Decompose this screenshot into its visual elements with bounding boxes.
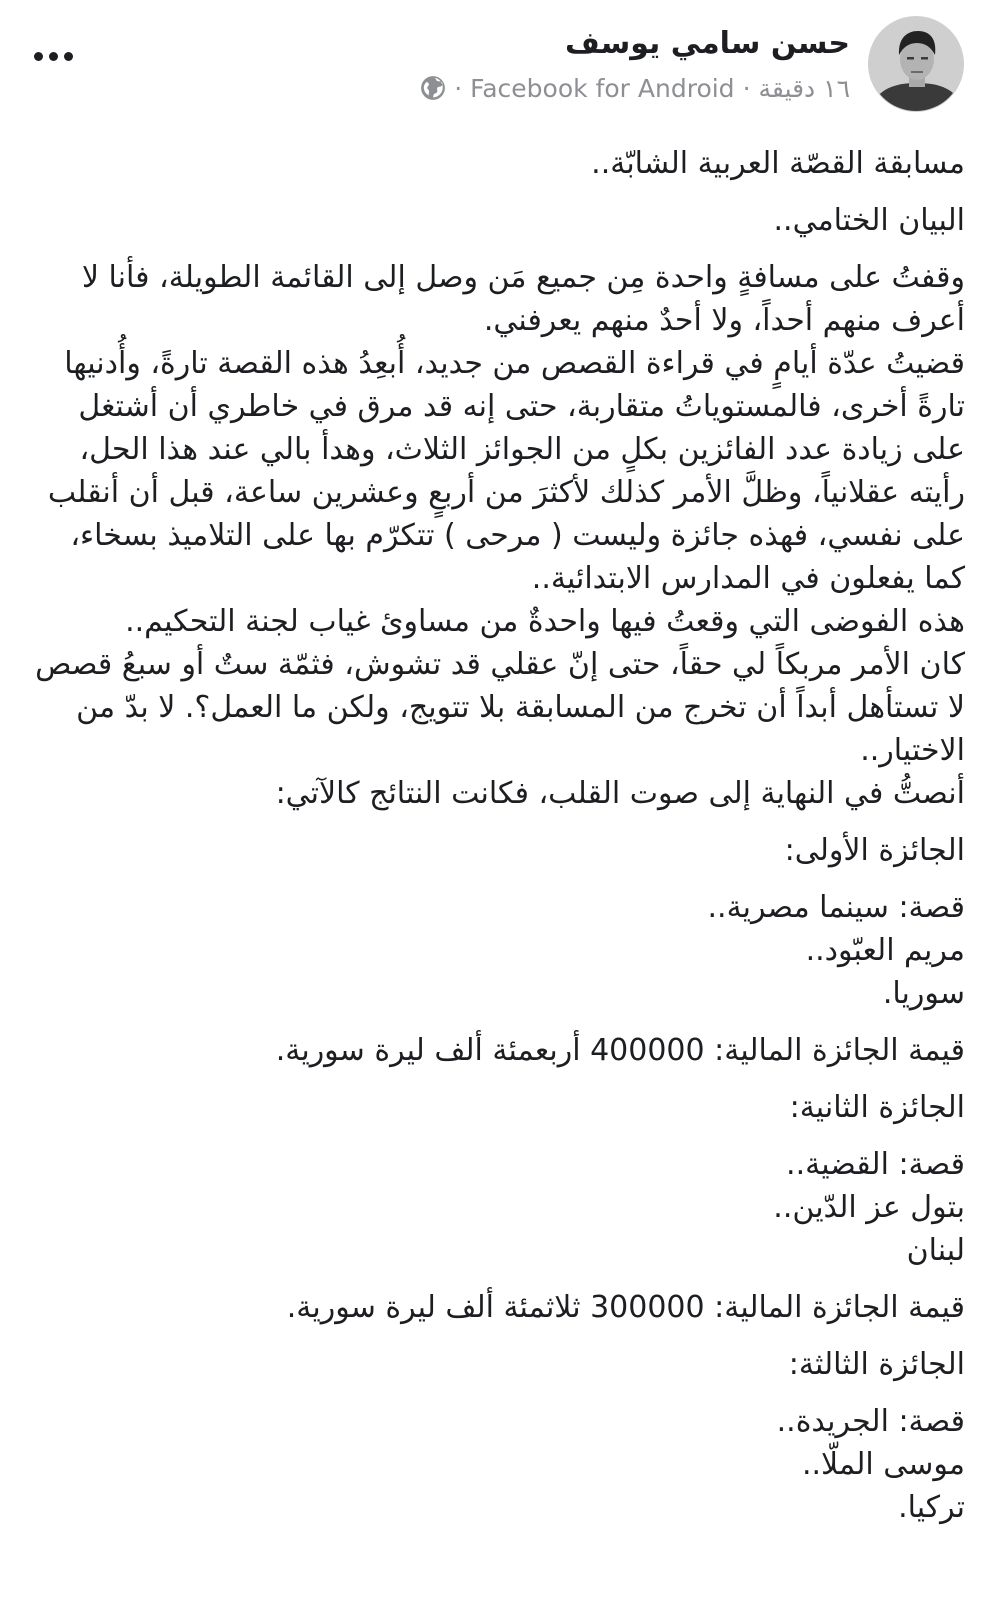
- prize-value: قيمة الجائزة المالية: 400000 أربعمئة ألف ليرة سورية.: [275, 1033, 965, 1068]
- more-options-button[interactable]: [30, 36, 76, 76]
- post-meta: [420, 70, 850, 106]
- post-text: [35, 142, 965, 1529]
- post-paragraph: البيان الختامي..: [773, 203, 965, 238]
- prize-heading: الجائزة الثانية:: [789, 1090, 965, 1125]
- post-paragraph: وقفتُ على مسافةٍ واحدة مِن جميع مَن وصل إلى القائمة الطويلة، فأنا لا أعرف منهم أحداً، ولا أحدٌ منهم يعرفني.: [81, 260, 965, 338]
- story-title: قصة: سينما مصرية..: [707, 890, 965, 925]
- story-country: تركيا.: [898, 1490, 965, 1525]
- post-source: Facebook for Android: [470, 73, 735, 103]
- globe-icon[interactable]: [420, 75, 446, 101]
- avatar-photo: [869, 17, 964, 112]
- post-paragraph: كان الأمر مربكاً لي حقاً، حتى إنّ عقلي قد تشوش، فثمّة ستٌ أو سبعُ قصص لا تستأهل أبداً أن تخرج من المسابقة بلا تتويج، ولكن ما العمل؟. لا بدّ من الاختيار..: [35, 647, 965, 768]
- story-country: سوريا.: [882, 976, 965, 1011]
- story-author: موسى الملّا..: [801, 1447, 965, 1482]
- prize-heading: الجائزة الثالثة:: [788, 1347, 965, 1382]
- post-paragraph: أنصتُّ في النهاية إلى صوت القلب، فكانت النتائج كالآتي:: [275, 776, 965, 811]
- post-paragraph: هذه الفوضى التي وقعتُ فيها واحدةٌ من مساوئ غياب لجنة التحكيم..: [125, 604, 965, 639]
- meta-separator: ·: [742, 73, 751, 103]
- post-time[interactable]: ١٦ دقيقة: [758, 73, 850, 103]
- story-title: قصة: القضية..: [786, 1147, 965, 1182]
- story-author: مريم العبّود..: [805, 933, 965, 968]
- post-paragraph: قضيتُ عدّة أيامٍ في قراءة القصص من جديد، أُبعِدُ هذه القصة تارةً، وأُدنيها تارةً أخرى، فالمستوياتُ متقاربة، حتى إنه قد مرق في خاطري أن أشتغل على زيادة عدد الفائزين بكلٍ من الجوائز الثلاث، وهدأ بالي عند هذا الحل، رأيته عقلانياً، وظلَّ الأمر كذلك لأكثرَ من أربعٍ وعشرين ساعة، قبل أن أنقلب على نفسي، فهذه جائزة وليست ( مرحى ) تتكرّم بها على التلاميذ بسخاء، كما يفعلون في المدارس الابتدائية..: [47, 346, 965, 596]
- author-avatar[interactable]: [868, 16, 964, 112]
- meta-separator: ·: [454, 73, 463, 103]
- prize-value: قيمة الجائزة المالية: 300000 ثلاثمئة ألف ليرة سورية.: [286, 1290, 965, 1325]
- story-country: لبنان: [906, 1233, 965, 1268]
- story-author: بتول عز الدّين..: [773, 1190, 965, 1225]
- author-name[interactable]: حسن سامي يوسف: [564, 26, 850, 61]
- more-dots-icon: [34, 52, 43, 61]
- post-header: [0, 0, 1005, 130]
- post-paragraph: مسابقة القصّة العربية الشابّة..: [591, 146, 965, 181]
- story-title: قصة: الجريدة..: [776, 1404, 965, 1439]
- prize-heading: الجائزة الأولى:: [784, 833, 965, 868]
